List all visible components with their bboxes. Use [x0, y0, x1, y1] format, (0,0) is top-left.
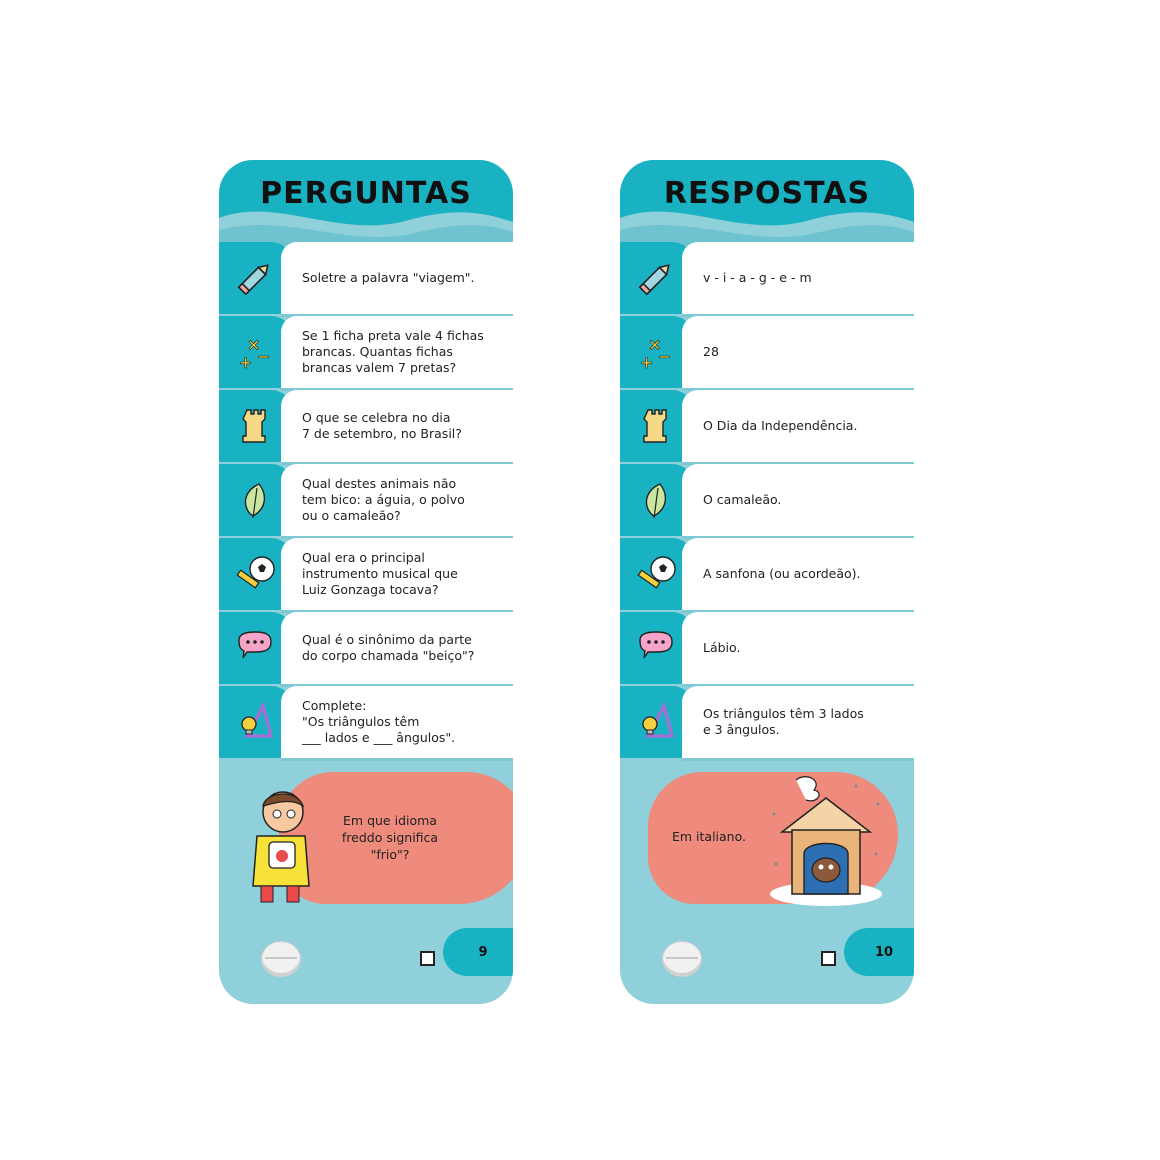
- chess-rook-icon: [634, 404, 678, 448]
- svg-text:×: ×: [648, 335, 662, 354]
- answer-row: [620, 612, 914, 684]
- answer-text: O Dia da Independência.: [703, 418, 858, 433]
- answer-row: [620, 538, 914, 610]
- dog-house-illustration: [766, 774, 890, 910]
- question-text: Qual era o principal instrumento musical que Luiz Gonzaga tocava?: [302, 550, 458, 597]
- answer-text: Os triângulos têm 3 lados e 3 ângulos.: [703, 706, 864, 737]
- pencil-icon: [233, 256, 277, 300]
- question-row: [219, 686, 513, 758]
- answer-text: 28: [703, 344, 719, 359]
- answer-row: [620, 242, 914, 314]
- answers-card: [620, 160, 914, 1004]
- chess-rook-icon: [233, 404, 277, 448]
- question-row: [219, 538, 513, 610]
- boy-illustration: [239, 786, 319, 906]
- soccer-ball-icon: [233, 552, 277, 596]
- answer-row: [620, 464, 914, 536]
- bonus-question-text: Em que idioma freddo significa "frio"?: [341, 813, 439, 862]
- triangle-bulb-icon: [634, 700, 678, 744]
- answer-text: O camaleão.: [703, 492, 782, 507]
- math-operators-icon: [634, 330, 678, 374]
- questions-card: [219, 160, 513, 1004]
- page-number: 10: [874, 944, 894, 960]
- card-title: PERGUNTAS: [260, 176, 472, 211]
- triangle-bulb-icon: [233, 700, 277, 744]
- soccer-ball-icon: [634, 552, 678, 596]
- question-text: Complete: "Os triângulos têm ___ lados e ___ ângulos".: [302, 698, 456, 745]
- question-text: Soletre a palavra "viagem".: [302, 270, 475, 285]
- answer-text: v - i - a - g - e - m: [703, 270, 812, 285]
- card-header: [219, 160, 513, 238]
- svg-text:×: ×: [247, 335, 261, 354]
- card-footer: [620, 914, 914, 1004]
- question-row: [219, 390, 513, 462]
- coin-icon: [662, 941, 702, 977]
- svg-text:+: +: [239, 353, 253, 372]
- card-footer: [219, 914, 513, 1004]
- answer-row: [620, 390, 914, 462]
- coin-icon: [261, 941, 301, 977]
- question-row: [219, 464, 513, 536]
- leaf-icon: [634, 478, 678, 522]
- speech-bubble-icon: [233, 626, 277, 670]
- question-text: Qual é o sinônimo da parte do corpo chamada "beiço"?: [302, 632, 475, 663]
- answer-text: Lábio.: [703, 640, 741, 655]
- svg-text:−: −: [257, 347, 271, 366]
- answered-checkbox[interactable]: [821, 951, 836, 966]
- card-header: [620, 160, 914, 238]
- answer-text: A sanfona (ou acordeão).: [703, 566, 861, 581]
- question-text: O que se celebra no dia 7 de setembro, no Brasil?: [302, 410, 462, 441]
- leaf-icon: [233, 478, 277, 522]
- question-text: Se 1 ficha preta vale 4 fichas brancas. Quantas fichas brancas valem 7 pretas?: [302, 328, 484, 375]
- math-operators-icon: [233, 330, 277, 374]
- answered-checkbox[interactable]: [420, 951, 435, 966]
- question-row: [219, 612, 513, 684]
- card-title: RESPOSTAS: [663, 176, 871, 211]
- answer-row: [620, 686, 914, 758]
- speech-bubble-icon: [634, 626, 678, 670]
- svg-text:−: −: [658, 347, 672, 366]
- svg-text:+: +: [640, 353, 654, 372]
- page-number: 9: [478, 944, 488, 960]
- pencil-icon: [634, 256, 678, 300]
- question-row: [219, 316, 513, 388]
- bonus-answer-text: Em italiano.: [671, 829, 746, 844]
- question-text: Qual destes animais não tem bico: a águia, o polvo ou o camaleão?: [302, 476, 465, 523]
- question-row: [219, 242, 513, 314]
- answer-row: [620, 316, 914, 388]
